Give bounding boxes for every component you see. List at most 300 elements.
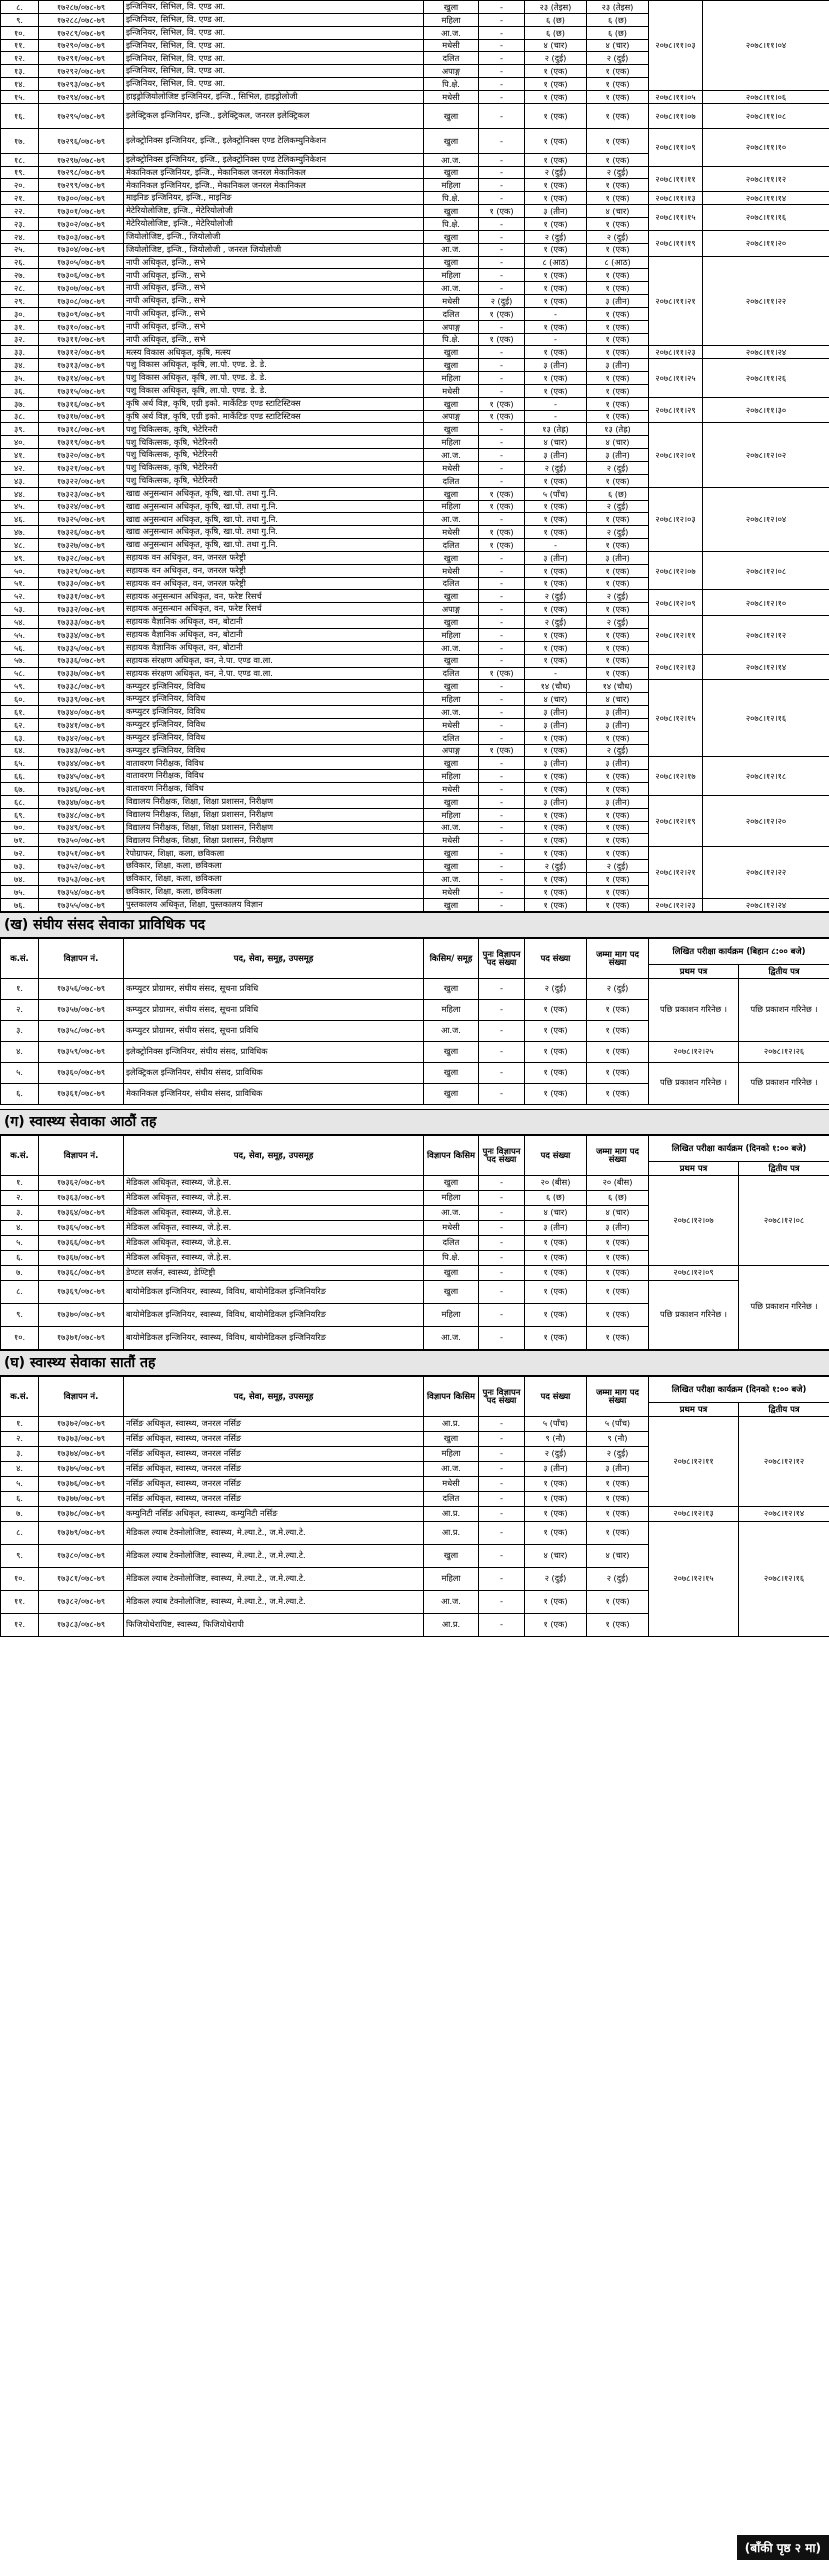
exam-date-first: २०७८।१२।१५ [649, 680, 703, 757]
cell-type: दलित [424, 474, 479, 487]
exam-later-note: पछि प्रकाशन गरिनेछ । [649, 978, 739, 1041]
cell-adv-no: १७३४७/०७८-७९ [39, 795, 124, 808]
cell-adv-no: १७३३०/०७८-७९ [39, 577, 124, 590]
cell-type: खुला [424, 898, 479, 911]
exam-date-second: २०७८।११।०८ [703, 103, 829, 128]
cell-post: कृषि अर्थ विज्ञ, कृषि, एग्री इको. मार्केटिङ एण्ड स्टाटिस्टिक्स [124, 397, 424, 410]
cell-readv: - [479, 153, 525, 166]
cell-readv: - [479, 359, 525, 372]
cell-total: १ (एक) [587, 90, 649, 103]
cell-type: महिला [424, 13, 479, 26]
cell-type: खुला [424, 847, 479, 860]
cell-post: सहायक अनुसन्धान अधिकृत, वन, फरेष्ट रिसर्च [124, 590, 424, 603]
cell-type: महिला [424, 770, 479, 783]
cell-readv: - [479, 1220, 525, 1235]
cell-total: ६ (छ) [587, 26, 649, 39]
cell-type: खुला [424, 978, 479, 999]
cell-posts: १ (एक) [525, 898, 587, 911]
cell-type: आ.ज. [424, 1020, 479, 1041]
cell-post: मत्स्य विकास अधिकृत, कृषि, मत्स्य [124, 346, 424, 359]
cell-type: खुला [424, 1, 479, 14]
cell-post: जियोलोजिष्ट, इन्जि., जियोलोजी [124, 230, 424, 243]
cell-total: १ (एक) [587, 410, 649, 423]
cell-sn: ४०. [1, 436, 39, 449]
cell-type: महिला [424, 999, 479, 1020]
cell-total: ३ (तीन) [587, 795, 649, 808]
cell-total: १ (एक) [587, 1235, 649, 1250]
cell-post: मेडिकल अधिकृत, स्वास्थ्य, जे.हे.स. [124, 1220, 424, 1235]
cell-type: खुला [424, 654, 479, 667]
cell-adv-no: १७३३८/०७८-७९ [39, 680, 124, 693]
cell-total: १ (एक) [587, 1083, 649, 1104]
cell-adv-no: १७३२६/०७८-७९ [39, 526, 124, 539]
cell-posts: १ (एक) [525, 295, 587, 308]
cell-post: मेडिकल अधिकृत, स्वास्थ्य, जे.हे.स. [124, 1190, 424, 1205]
cell-sn: ७०. [1, 821, 39, 834]
cell-adv-no: १७३६३/०७८-७९ [39, 1190, 124, 1205]
exam-date-first: २०७८।११।०९ [649, 128, 703, 166]
cell-posts: ६ (छ) [525, 13, 587, 26]
cell-type: खुला [424, 1041, 479, 1062]
cell-sn: २. [1, 1190, 39, 1205]
cell-posts: ६ (छ) [525, 26, 587, 39]
cell-adv-no: १७३४०/०७८-७९ [39, 706, 124, 719]
cell-post: सहायक अनुसन्धान अधिकृत, वन, फरेष्ट रिसर्च [124, 603, 424, 616]
cell-type: खुला [424, 397, 479, 410]
cell-total: १३ (तेह्र) [587, 423, 649, 436]
cell-post: कम्प्युटर प्रोग्रामर, संघीय संसद, सूचना प्रविधि [124, 1020, 424, 1041]
cell-adv-no: १७३३६/०७८-७९ [39, 654, 124, 667]
cell-readv: - [479, 372, 525, 385]
cell-posts: १ (एक) [525, 526, 587, 539]
cell-sn: २. [1, 999, 39, 1020]
col-total: जम्मा माग पद संख्या [587, 938, 649, 978]
cell-post: मेकानिकल इन्जिनियर, इन्जि., मेकानिकल जनरल मेकानिकल [124, 166, 424, 179]
exam-date-second: २०७८।११।१६ [703, 205, 829, 231]
table-section-gha [0, 1376, 829, 1637]
cell-readv: - [479, 628, 525, 641]
cell-post: मेडिकल अधिकृत, स्वास्थ्य, जे.हे.स. [124, 1205, 424, 1220]
cell-total: ४ (चार) [587, 39, 649, 52]
cell-type: खुला [424, 166, 479, 179]
cell-adv-no: १७३१३/०७८-७९ [39, 359, 124, 372]
cell-adv-no: १७३३७/०७८-७९ [39, 667, 124, 680]
cell-sn: १९. [1, 166, 39, 179]
cell-total: २ (दुई) [587, 52, 649, 65]
cell-type: मधेसी [424, 295, 479, 308]
cell-type: मधेसी [424, 783, 479, 796]
cell-adv-no: १७३७४/०७८-७९ [39, 1446, 124, 1461]
cell-type: खुला [424, 795, 479, 808]
cell-total: १ (एक) [587, 564, 649, 577]
cell-type: खुला [424, 423, 479, 436]
exam-later-note: पछि प्रकाशन गरिनेछ । [649, 1062, 739, 1104]
cell-type: अपाङ्ग [424, 744, 479, 757]
cell-total: १ (एक) [587, 783, 649, 796]
cell-adv-no: १७३२१/०७८-७९ [39, 462, 124, 475]
cell-post: मेकानिकल इन्जिनियर, इन्जि., मेकानिकल जनरल मेकानिकल [124, 179, 424, 192]
cell-type: खुला [424, 680, 479, 693]
cell-sn: ६३. [1, 731, 39, 744]
exam-date-second: २०७८।१२।२४ [703, 898, 829, 911]
cell-readv: - [479, 1567, 525, 1590]
cell-adv-no: १७३६१/०७८-७९ [39, 1083, 124, 1104]
cell-readv: - [479, 1303, 525, 1326]
cell-total: १ (एक) [587, 667, 649, 680]
cell-adv-no: १७३७९/०७८-७९ [39, 1521, 124, 1544]
section-kha-title: (ख) संघीय संसद सेवाका प्राविधिक पद [0, 912, 829, 938]
cell-readv: - [479, 65, 525, 78]
cell-posts: १ (एक) [525, 641, 587, 654]
col-exam: लिखित परीक्षा कार्यक्रम (दिनको १:०० बजे) [649, 1376, 829, 1402]
table-section-kha [0, 938, 829, 1105]
cell-posts: १ (एक) [525, 320, 587, 333]
cell-total: १ (एक) [587, 333, 649, 346]
cell-adv-no: १७३६४/०७८-७९ [39, 1205, 124, 1220]
cell-adv-no: १७३२४/०७८-७९ [39, 500, 124, 513]
cell-total: १ (एक) [587, 282, 649, 295]
table-row [1, 346, 829, 359]
cell-readv: - [479, 1020, 525, 1041]
cell-type: मधेसी [424, 564, 479, 577]
table-row [1, 128, 829, 153]
cell-total: १ (एक) [587, 153, 649, 166]
cell-type: खुला [424, 205, 479, 218]
cell-adv-no: १७३१८/०७८-७९ [39, 423, 124, 436]
cell-type: आ.ज. [424, 641, 479, 654]
cell-post: सहायक वन अधिकृत, वन, जनरल फरेष्ट्री [124, 577, 424, 590]
cell-post: विद्यालय निरीक्षक, शिक्षा, शिक्षा प्रशासन, निरीक्षण [124, 821, 424, 834]
cell-readv: - [479, 590, 525, 603]
cell-readv: - [479, 1491, 525, 1506]
cell-total: १ (एक) [587, 821, 649, 834]
cell-total: १ (एक) [587, 834, 649, 847]
cell-readv: - [479, 654, 525, 667]
cell-post: खाद्य अनुसन्धान अधिकृत, कृषि, खा.पो. तथा गु.नि. [124, 513, 424, 526]
cell-type: आ.प्र. [424, 1521, 479, 1544]
cell-type: मधेसी [424, 834, 479, 847]
table-row [1, 166, 829, 179]
exam-later-note: पछि प्रकाशन गरिनेछ । [649, 1280, 739, 1349]
cell-posts: १ (एक) [525, 192, 587, 205]
table-row [1, 795, 829, 808]
cell-type: पि.क्षे. [424, 192, 479, 205]
cell-type: आ.प्र. [424, 1416, 479, 1431]
cell-readv: - [479, 282, 525, 295]
cell-adv-no: १७३७८/०७८-७९ [39, 1506, 124, 1521]
cell-posts: २ (दुई) [525, 52, 587, 65]
exam-date-second: २०७८।१२।१६ [739, 1521, 829, 1636]
cell-readv: - [479, 1476, 525, 1491]
cell-adv-no: १७३५५/०७८-७९ [39, 898, 124, 911]
cell-total: १ (एक) [587, 192, 649, 205]
cell-post: खाद्य अनुसन्धान अधिकृत, कृषि, खा.पो. तथा गु.नि. [124, 500, 424, 513]
exam-date-first: २०७८।१२।०९ [649, 1265, 739, 1280]
cell-posts: १ (एक) [525, 65, 587, 78]
cell-adv-no: १७३५७/०७८-७९ [39, 999, 124, 1020]
cell-type: खुला [424, 230, 479, 243]
cell-post: कम्प्युटर इन्जिनियर, विविध [124, 680, 424, 693]
cell-total: १ (एक) [587, 307, 649, 320]
cell-sn: ५७. [1, 654, 39, 667]
cell-posts: १ (एक) [525, 384, 587, 397]
cell-type: खुला [424, 616, 479, 629]
cell-post: सहायक वैज्ञानिक अधिकृत, वन, बोटानी [124, 641, 424, 654]
cell-adv-no: १७३३३/०७८-७९ [39, 616, 124, 629]
cell-post: नापी अधिकृत, इन्जि., सभे [124, 295, 424, 308]
exam-date-second: २०७८।१२।१२ [739, 1416, 829, 1506]
cell-adv-no: १७३४६/०७८-७९ [39, 783, 124, 796]
cell-readv: - [479, 1, 525, 14]
col-readv: पुनः विज्ञापन पद संख्या [479, 1135, 525, 1175]
cell-readv: - [479, 641, 525, 654]
cell-adv-no: १७३१९/०७८-७९ [39, 436, 124, 449]
table-row [1, 898, 829, 911]
exam-date-second: २०७८।१२।२० [703, 795, 829, 846]
cell-posts: १ (एक) [525, 1326, 587, 1349]
cell-post: विद्यालय निरीक्षक, शिक्षा, शिक्षा प्रशासन, निरीक्षण [124, 808, 424, 821]
cell-sn: ६. [1, 1083, 39, 1104]
cell-post: मेडिकल ल्याब टेक्नोलोजिष्ट, स्वास्थ्य, मे.ल्या.टे., ज.मे.ल्या.टे. [124, 1567, 424, 1590]
cell-posts: २ (दुई) [525, 462, 587, 475]
cell-type: महिला [424, 628, 479, 641]
cell-posts: - [525, 410, 587, 423]
cell-sn: ६२. [1, 718, 39, 731]
exam-date-first: २०७८।११।२३ [649, 346, 703, 359]
cell-post: पशु चिकित्सक, कृषि, भेटेरिनरी [124, 449, 424, 462]
cell-sn: १. [1, 1416, 39, 1431]
table-row [1, 397, 829, 410]
cell-posts: १ (एक) [525, 1083, 587, 1104]
cell-type: आ.ज. [424, 282, 479, 295]
cell-posts: २ (दुई) [525, 590, 587, 603]
cell-type: आ.ज. [424, 1326, 479, 1349]
exam-date-first: २०७८।१२।०१ [649, 423, 703, 487]
cell-total: ६ (छ) [587, 1190, 649, 1205]
cell-posts: १ (एक) [525, 372, 587, 385]
table-row [1, 1416, 829, 1431]
exam-date-first: २०७८।१२।११ [649, 1416, 739, 1506]
cell-sn: १६. [1, 103, 39, 128]
cell-post: इन्जिनियर, सिभिल, वि. एण्ड आ. [124, 13, 424, 26]
exam-date-second: २०७८।११।२० [703, 230, 829, 256]
cell-posts: १ (एक) [525, 603, 587, 616]
cell-readv: - [479, 423, 525, 436]
cell-readv: १ (एक) [479, 307, 525, 320]
cell-posts: १ (एक) [525, 628, 587, 641]
cell-posts: १ (एक) [525, 744, 587, 757]
cell-total: २ (दुई) [587, 230, 649, 243]
cell-sn: ४८. [1, 539, 39, 552]
exam-date-second: २०७८।१२।१६ [703, 680, 829, 757]
exam-date-first: २०७८।१२।२१ [649, 847, 703, 898]
cell-adv-no: १७३६०/०७८-७९ [39, 1062, 124, 1083]
continued-note: (बाँकी पृष्ठ २ मा) [737, 2535, 829, 2560]
cell-posts: - [525, 307, 587, 320]
cell-sn: ३६. [1, 384, 39, 397]
cell-post: सहायक वैज्ञानिक अधिकृत, वन, बोटानी [124, 628, 424, 641]
cell-sn: ५. [1, 1235, 39, 1250]
cell-readv: - [479, 474, 525, 487]
cell-total: १ (एक) [587, 513, 649, 526]
cell-total: १ (एक) [587, 1041, 649, 1062]
cell-sn: ८. [1, 1, 39, 14]
exam-date-second: २०७८।१२।१० [703, 590, 829, 616]
cell-readv: - [479, 13, 525, 26]
cell-total: ६ (छ) [587, 487, 649, 500]
cell-adv-no: १७३१४/०७८-७९ [39, 372, 124, 385]
cell-type: खुला [424, 1431, 479, 1446]
exam-date-first: २०७८।११।०७ [649, 103, 703, 128]
cell-type: खुला [424, 551, 479, 564]
table-row [1, 90, 829, 103]
cell-sn: ७१. [1, 834, 39, 847]
cell-adv-no: १७२९९/०७८-७९ [39, 179, 124, 192]
cell-post: सहायक वैज्ञानिक अधिकृत, वन, बोटानी [124, 616, 424, 629]
exam-date-second: २०७८।११।१४ [703, 192, 829, 205]
cell-adv-no: १७३५४/०७८-७९ [39, 885, 124, 898]
table-row [1, 423, 829, 436]
cell-type: महिला [424, 436, 479, 449]
cell-type: मधेसी [424, 90, 479, 103]
cell-posts: १ (एक) [525, 1303, 587, 1326]
col-posts: पद संख्या [525, 1376, 587, 1416]
table-row [1, 1280, 829, 1303]
cell-sn: १०. [1, 1326, 39, 1349]
cell-adv-no: १७२९०/०७८-७९ [39, 39, 124, 52]
cell-adv-no: १७३४२/०७८-७९ [39, 731, 124, 744]
cell-sn: ५. [1, 1062, 39, 1083]
cell-total: २ (दुई) [587, 744, 649, 757]
cell-posts: १ (एक) [525, 1062, 587, 1083]
cell-posts: १ (एक) [525, 1235, 587, 1250]
cell-sn: ७५. [1, 885, 39, 898]
cell-total: २ (दुई) [587, 590, 649, 603]
cell-posts: १ (एक) [525, 1590, 587, 1613]
cell-posts: १ (एक) [525, 808, 587, 821]
cell-total: ४ (चार) [587, 1205, 649, 1220]
cell-post: इलेक्ट्रोनिक्स इन्जिनियर, इन्जि., इलेक्ट्रोनिक्स एण्ड टेलिकम्युनिकेशन [124, 128, 424, 153]
cell-posts: १ (एक) [525, 346, 587, 359]
cell-sn: २९. [1, 295, 39, 308]
cell-sn: ११. [1, 1590, 39, 1613]
cell-posts: १ (एक) [525, 474, 587, 487]
cell-adv-no: १७३६५/०७८-७९ [39, 1220, 124, 1235]
cell-posts: १ (एक) [525, 1476, 587, 1491]
cell-adv-no: १७३२०/०७८-७९ [39, 449, 124, 462]
cell-total: १ (एक) [587, 103, 649, 128]
cell-adv-no: १७३६८/०७८-७९ [39, 1265, 124, 1280]
cell-post: पशु विकास अधिकृत, कृषि, ला.पो. एण्ड. डे. डे. [124, 384, 424, 397]
cell-sn: ५२. [1, 590, 39, 603]
cell-type: खुला [424, 590, 479, 603]
cell-posts: १ (एक) [525, 269, 587, 282]
cell-readv: - [479, 1083, 525, 1104]
col-second: द्वितीय पत्र [739, 1161, 829, 1175]
cell-sn: ४. [1, 1041, 39, 1062]
table-row [1, 616, 829, 629]
exam-date-first: २०७८।१२।११ [649, 616, 703, 655]
cell-sn: ८. [1, 1521, 39, 1544]
cell-readv: - [479, 680, 525, 693]
exam-later-note: पछि प्रकाशन गरिनेछ । [739, 978, 829, 1041]
cell-total: १ (एक) [587, 320, 649, 333]
cell-post: बायोमेडिकल इन्जिनियर, स्वास्थ्य, विविध, बायोमेडिकल इन्जिनियरिङ [124, 1303, 424, 1326]
cell-total: १ (एक) [587, 217, 649, 230]
col-second: द्वितीय पत्र [739, 1402, 829, 1416]
cell-posts: १ (एक) [525, 1506, 587, 1521]
cell-readv: - [479, 795, 525, 808]
cell-sn: ३८. [1, 410, 39, 423]
cell-sn: ४२. [1, 462, 39, 475]
cell-type: खुला [424, 860, 479, 873]
col-readv: पुनः विज्ञापन पद संख्या [479, 1376, 525, 1416]
table-row [1, 1265, 829, 1280]
cell-type: महिला [424, 1446, 479, 1461]
cell-posts: १ (एक) [525, 564, 587, 577]
table-row [1, 230, 829, 243]
cell-post: इलेक्ट्रिकल इन्जिनियर, इन्जि., इलेक्ट्रिकल, जनरल इलेक्ट्रिकल [124, 103, 424, 128]
cell-sn: २६. [1, 256, 39, 269]
cell-adv-no: १७३०९/०७८-७९ [39, 307, 124, 320]
cell-readv: - [479, 39, 525, 52]
cell-post: सहायक वन अधिकृत, वन, जनरल फरेष्ट्री [124, 551, 424, 564]
cell-adv-no: १७३४१/०७८-७९ [39, 718, 124, 731]
cell-total: १ (एक) [587, 397, 649, 410]
cell-post: माइनिङ इन्जिनियर, इन्जि., माइनिङ [124, 192, 424, 205]
exam-date-first: २०७८।१२।१५ [649, 1521, 739, 1636]
cell-type: दलित [424, 1235, 479, 1250]
cell-sn: ३१. [1, 320, 39, 333]
cell-adv-no: १७३०१/०७८-७९ [39, 205, 124, 218]
cell-posts: - [525, 333, 587, 346]
cell-adv-no: १७२८७/०७८-७९ [39, 1, 124, 14]
exam-date-second: २०७८।१२।०८ [739, 1175, 829, 1265]
cell-adv-no: १७३४८/०७८-७९ [39, 808, 124, 821]
cell-type: आ.ज. [424, 153, 479, 166]
cell-posts: १३ (तेह्र) [525, 423, 587, 436]
cell-readv: १ (एक) [479, 500, 525, 513]
cell-posts: १ (एक) [525, 1265, 587, 1280]
section-gha-title: (घ) स्वास्थ्य सेवाका सातौं तह [0, 1350, 829, 1376]
cell-post: नापी अधिकृत, इन्जि., सभे [124, 320, 424, 333]
cell-type: आ.ज. [424, 873, 479, 886]
cell-adv-no: १७३७५/०७८-७९ [39, 1461, 124, 1476]
cell-sn: ५८. [1, 667, 39, 680]
cell-type: आ.ज. [424, 1461, 479, 1476]
cell-posts: १ (एक) [525, 179, 587, 192]
cell-total: ६ (छ) [587, 13, 649, 26]
cell-adv-no: १७३२९/०७८-७९ [39, 564, 124, 577]
cell-posts: ५ (पाँच) [525, 1416, 587, 1431]
cell-sn: ७४. [1, 873, 39, 886]
cell-sn: ७६. [1, 898, 39, 911]
exam-date-second: २०७८।१२।०२ [703, 423, 829, 487]
cell-post: मेडिकल ल्याब टेक्नोलोजिष्ट, स्वास्थ्य, मे.ल्या.टे., ज.मे.ल्या.टे. [124, 1521, 424, 1544]
cell-type: खुला [424, 1175, 479, 1190]
cell-total: १ (एक) [587, 628, 649, 641]
cell-posts: १ (एक) [525, 103, 587, 128]
cell-adv-no: १७३०२/०७८-७९ [39, 217, 124, 230]
cell-post: हाइड्रोजियोलोजिष्ट इन्जिनियर, इन्जि., सिभिल, हाइड्रोलोजी [124, 90, 424, 103]
cell-type: खुला [424, 1265, 479, 1280]
cell-posts: २ (दुई) [525, 616, 587, 629]
table-row [1, 847, 829, 860]
col-post: पद, सेवा, समूह, उपसमूह [124, 1376, 424, 1416]
cell-posts: १ (एक) [525, 1613, 587, 1636]
cell-type: महिला [424, 372, 479, 385]
table-row [1, 205, 829, 218]
